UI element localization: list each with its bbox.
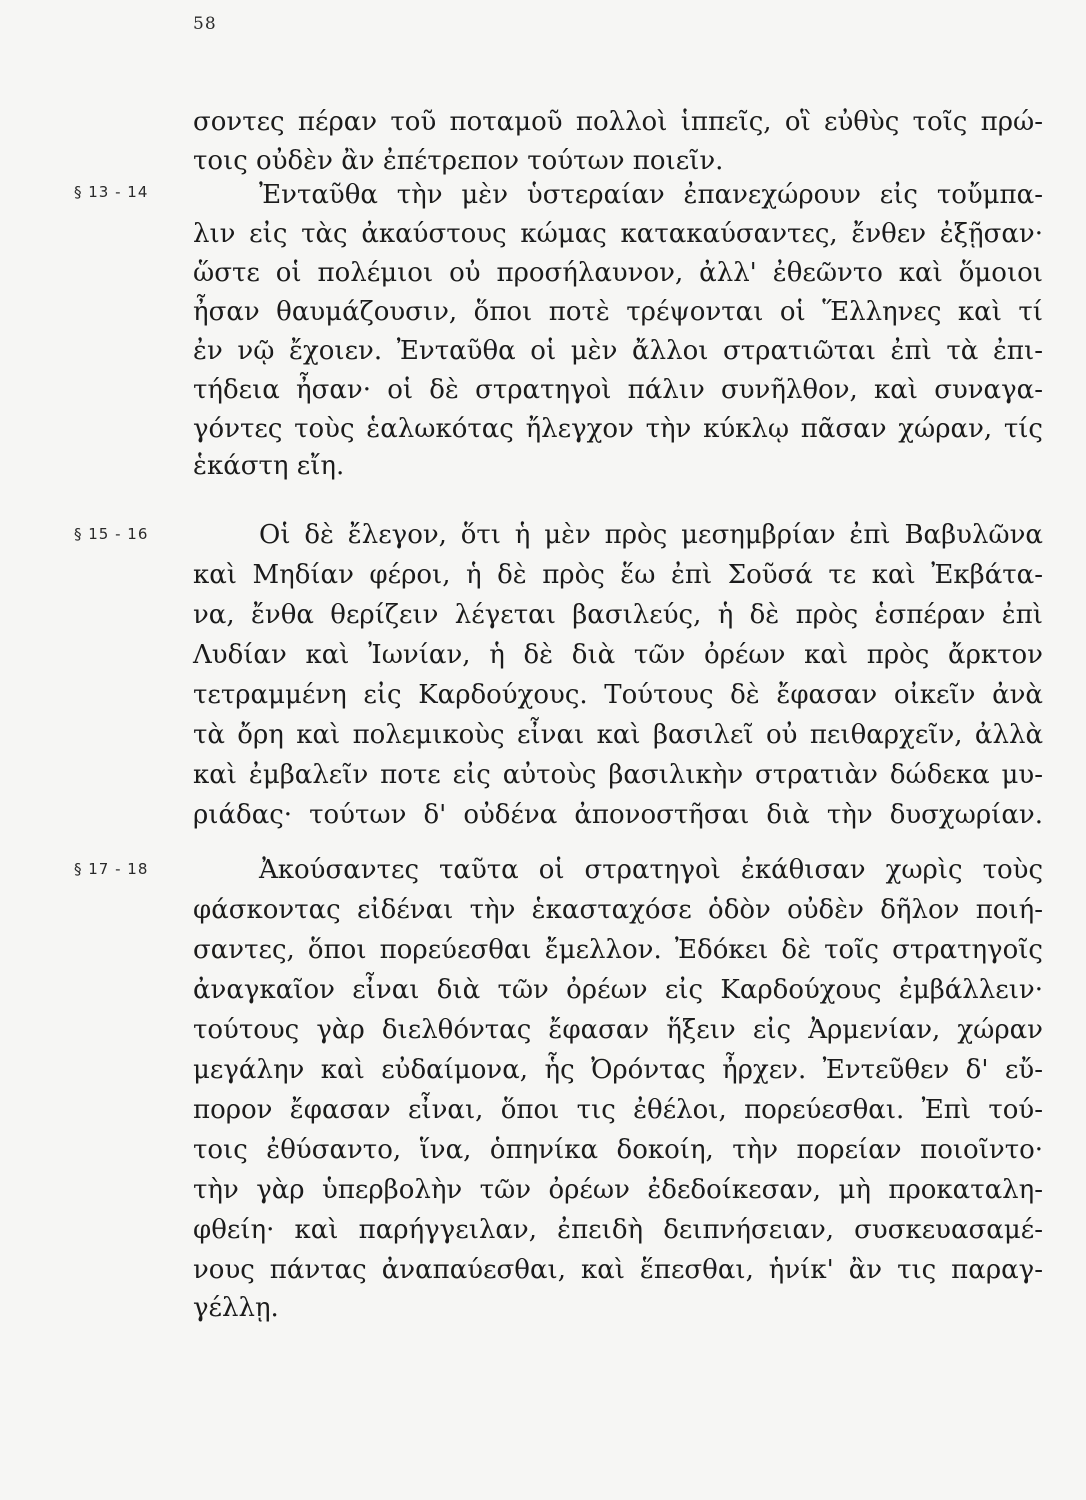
text-line: πορον ἔφασαν εἶναι, ὅποι τις ἐθέλοι, πορεύεσθαι. Ἐπὶ τού- [193,1095,1043,1125]
section-marker: § 17 - 18 [74,860,149,878]
text-line: καὶ ἐμβαλεῖν ποτε εἰς αὐτοὺς βασιλικὴν στρατιὰν δώδεκα μυ- [193,760,1043,790]
text-line: να, ἔνθα θερίζειν λέγεται βασιλεύς, ἡ δὲ πρὸς ἑσπέραν ἐπὶ [193,600,1043,630]
text-line: ἑκάστη εἴη. [193,451,345,481]
text-line: σαντες, ὅποι πορεύεσθαι ἔμελλον. Ἐδόκει δὲ τοῖς στρατηγοῖς [193,935,1043,965]
text-line: τετραμμένη εἰς Καρδούχους. Τούτους δὲ ἔφασαν οἰκεῖν ἀνὰ [193,680,1043,710]
section-marker: § 13 - 14 [74,183,149,201]
text-line: τούτους γὰρ διελθόντας ἔφασαν ἥξειν εἰς Ἀρμενίαν, χώραν [193,1015,1043,1045]
text-line: λιν εἰς τὰς ἀκαύστους κώμας κατακαύσαντες, ἔνθεν ἐξῇσαν· [193,219,1043,249]
text-line: γέλλῃ. [193,1293,279,1323]
text-line: σοντες πέραν τοῦ ποταμοῦ πολλοὶ ἱππεῖς, οἳ εὐθὺς τοῖς πρώ- [193,107,1043,137]
text-line: ὥστε οἱ πολέμιοι οὐ προσήλαυνον, ἀλλ' ἐθεῶντο καὶ ὅμοιοι [193,258,1043,288]
text-line: ἀναγκαῖον εἶναι διὰ τῶν ὀρέων εἰς Καρδούχους ἐμβάλλειν· [193,975,1043,1005]
text-line: γόντες τοὺς ἑαλωκότας ἤλεγχον τὴν κύκλῳ πᾶσαν χώραν, τίς [193,414,1043,444]
text-line: Ἐνταῦθα τὴν μὲν ὑστεραίαν ἐπανεχώρουν εἰς τοὔμπα- [259,180,1043,210]
text-line: τοις οὐδὲν ἂν ἐπέτρεπον τούτων ποιεῖν. [193,146,724,176]
text-line: καὶ Μηδίαν φέροι, ἡ δὲ πρὸς ἕω ἐπὶ Σοῦσά τε καὶ Ἐκβάτα- [193,560,1043,590]
text-line: μεγάλην καὶ εὐδαίμονα, ἧς Ὀρόντας ἦρχεν. Ἐντεῦθεν δ' εὔ- [193,1055,1043,1085]
page-number: 58 [193,14,217,34]
text-line: τὴν γὰρ ὑπερβολὴν τῶν ὀρέων ἐδεδοίκεσαν, μὴ προκαταλη- [193,1175,1043,1205]
text-line: τήδεια ἦσαν· οἱ δὲ στρατηγοὶ πάλιν συνῆλθον, καὶ συναγα- [193,375,1043,405]
text-line: τοις ἐθύσαντο, ἵνα, ὁπηνίκα δοκοίη, τὴν πορείαν ποιοῖντο· [193,1135,1043,1165]
text-line: Οἱ δὲ ἔλεγον, ὅτι ἡ μὲν πρὸς μεσημβρίαν ἐπὶ Βαβυλῶνα [259,520,1043,550]
text-line: νους πάντας ἀναπαύεσθαι, καὶ ἕπεσθαι, ἡνίκ' ἂν τις παραγ- [193,1255,1043,1285]
text-line: φθείη· καὶ παρήγγειλαν, ἐπειδὴ δειπνήσειαν, συσκευασαμέ- [193,1215,1043,1245]
text-line: ἐν νῷ ἔχοιεν. Ἐνταῦθα οἱ μὲν ἄλλοι στρατιῶται ἐπὶ τὰ ἐπι- [193,336,1043,366]
text-line: τὰ ὄρη καὶ πολεμικοὺς εἶναι καὶ βασιλεῖ οὐ πειθαρχεῖν, ἀλλὰ [193,720,1043,750]
section-marker: § 15 - 16 [74,525,149,543]
text-line: Λυδίαν καὶ Ἰωνίαν, ἡ δὲ διὰ τῶν ὀρέων καὶ πρὸς ἄρκτον [193,640,1043,670]
text-line: Ἀκούσαντες ταῦτα οἱ στρατηγοὶ ἐκάθισαν χωρὶς τοὺς [259,855,1043,885]
text-line: ριάδας· τούτων δ' οὐδένα ἀπονοστῆσαι διὰ τὴν δυσχωρίαν. [193,800,1043,830]
text-line: φάσκοντας εἰδέναι τὴν ἑκασταχόσε ὁδὸν οὐδὲν δῆλον ποιή- [193,895,1043,925]
text-line: ἦσαν θαυμάζουσιν, ὅποι ποτὲ τρέψονται οἱ Ἕλληνες καὶ τί [193,297,1043,327]
